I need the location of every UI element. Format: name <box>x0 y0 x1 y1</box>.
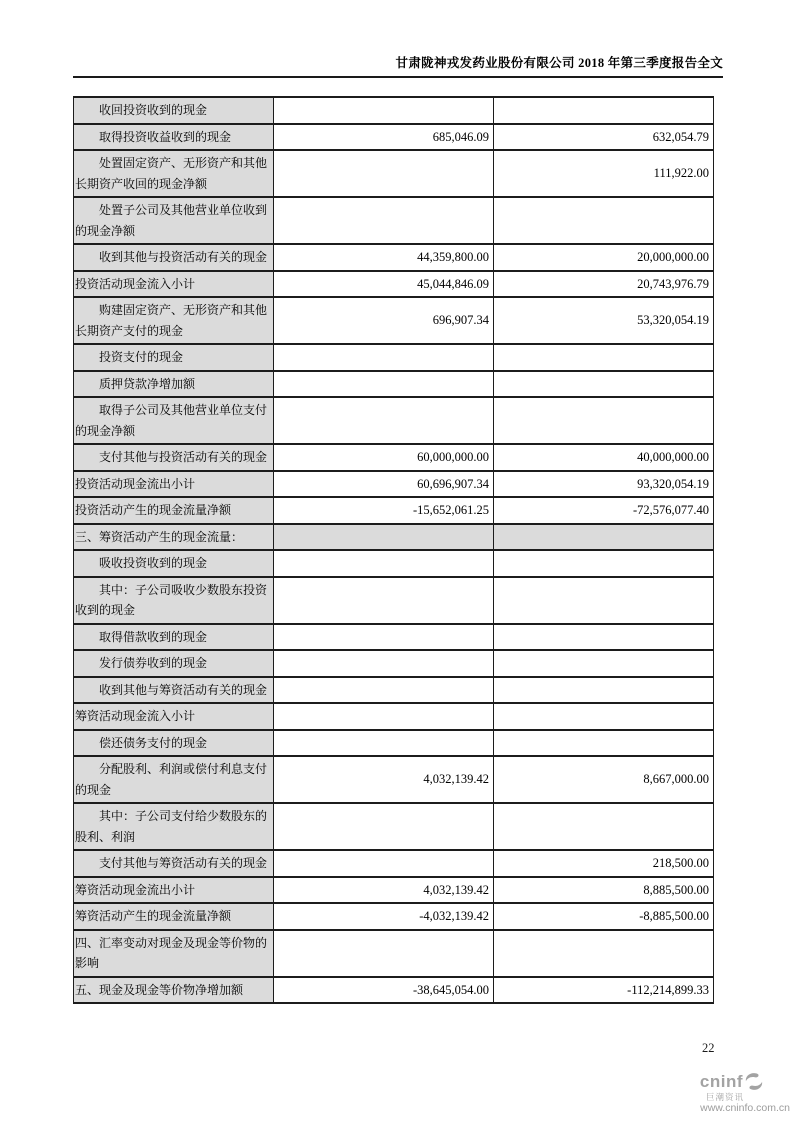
row-value-prior-period: -72,576,077.40 <box>494 497 714 524</box>
row-label: 吸收投资收到的现金 <box>74 550 274 577</box>
row-value-current-period <box>274 371 494 398</box>
row-value-current-period: 685,046.09 <box>274 124 494 151</box>
row-value-current-period: 45,044,846.09 <box>274 271 494 298</box>
row-label: 其中：子公司吸收少数股东投资收到的现金 <box>74 577 274 624</box>
table-row <box>74 397 714 444</box>
row-label: 五、现金及现金等价物净增加额 <box>74 977 274 1004</box>
row-value-prior-period <box>494 197 714 244</box>
row-value-current-period: 60,696,907.34 <box>274 471 494 498</box>
row-label: 取得子公司及其他营业单位支付的现金净额 <box>74 397 274 444</box>
row-value-current-period: -38,645,054.00 <box>274 977 494 1004</box>
row-value-current-period: 4,032,139.42 <box>274 877 494 904</box>
row-value-prior-period <box>494 344 714 371</box>
row-label: 处置固定资产、无形资产和其他长期资产收回的现金净额 <box>74 150 274 197</box>
row-label: 筹资活动现金流出小计 <box>74 877 274 904</box>
table-row <box>74 977 714 1004</box>
row-value-prior-period <box>494 930 714 977</box>
row-label: 取得借款收到的现金 <box>74 624 274 651</box>
swirl-icon <box>744 1072 764 1091</box>
row-label: 偿还债务支付的现金 <box>74 730 274 757</box>
table-row <box>74 577 714 624</box>
row-value-prior-period <box>494 703 714 730</box>
row-value-prior-period: 20,000,000.00 <box>494 244 714 271</box>
cninfo-brand <box>640 1072 764 1092</box>
table-row <box>74 271 714 298</box>
row-value-prior-period <box>494 371 714 398</box>
cninfo-watermark <box>640 1072 790 1115</box>
row-value-current-period: -15,652,061.25 <box>274 497 494 524</box>
table-row <box>74 524 714 551</box>
table-row <box>74 471 714 498</box>
row-value-current-period <box>274 624 494 651</box>
row-value-current-period <box>274 730 494 757</box>
table-row <box>74 550 714 577</box>
row-value-current-period <box>274 197 494 244</box>
row-label: 发行债券收到的现金 <box>74 650 274 677</box>
cninfo-brand-chinese: 巨潮资讯 <box>705 1091 744 1102</box>
row-value-current-period: 60,000,000.00 <box>274 444 494 471</box>
table-row <box>74 124 714 151</box>
table-row <box>74 197 714 244</box>
row-value-prior-period: 8,667,000.00 <box>494 756 714 803</box>
row-value-prior-period <box>494 677 714 704</box>
table-row <box>74 371 714 398</box>
table-row <box>74 850 714 877</box>
table-row <box>74 297 714 344</box>
row-value-current-period <box>274 344 494 371</box>
table-row <box>74 803 714 850</box>
row-label: 收到其他与筹资活动有关的现金 <box>74 677 274 704</box>
row-value-prior-period <box>494 97 714 124</box>
row-label: 收回投资收到的现金 <box>74 97 274 124</box>
row-label: 处置子公司及其他营业单位收到的现金净额 <box>74 197 274 244</box>
report-header-title: 甘肃陇神戎发药业股份有限公司 2018 年第三季度报告全文 <box>73 53 723 78</box>
row-label: 质押贷款净增加额 <box>74 371 274 398</box>
row-value-prior-period: 218,500.00 <box>494 850 714 877</box>
cash-flow-table-body <box>74 97 714 1003</box>
table-row <box>74 677 714 704</box>
row-value-current-period <box>274 150 494 197</box>
row-value-prior-period <box>494 730 714 757</box>
table-row <box>74 244 714 271</box>
row-value-prior-period: 111,922.00 <box>494 150 714 197</box>
row-value-current-period <box>274 803 494 850</box>
row-value-prior-period <box>494 524 714 551</box>
table-row <box>74 877 714 904</box>
row-value-prior-period <box>494 803 714 850</box>
row-label: 三、筹资活动产生的现金流量： <box>74 524 274 551</box>
row-value-current-period <box>274 97 494 124</box>
row-value-prior-period: 632,054.79 <box>494 124 714 151</box>
row-value-prior-period: -112,214,899.33 <box>494 977 714 1004</box>
row-label: 其中：子公司支付给少数股东的股利、利润 <box>74 803 274 850</box>
row-value-prior-period: 93,320,054.19 <box>494 471 714 498</box>
row-value-prior-period: -8,885,500.00 <box>494 903 714 930</box>
row-label: 投资支付的现金 <box>74 344 274 371</box>
row-value-prior-period <box>494 624 714 651</box>
table-row <box>74 624 714 651</box>
row-label: 四、汇率变动对现金及现金等价物的影响 <box>74 930 274 977</box>
table-row <box>74 444 714 471</box>
row-label: 投资活动产生的现金流量净额 <box>74 497 274 524</box>
row-value-current-period <box>274 930 494 977</box>
row-label: 筹资活动产生的现金流量净额 <box>74 903 274 930</box>
row-label: 投资活动现金流入小计 <box>74 271 274 298</box>
table-row <box>74 150 714 197</box>
row-value-current-period <box>274 703 494 730</box>
row-value-current-period <box>274 850 494 877</box>
row-label: 收到其他与投资活动有关的现金 <box>74 244 274 271</box>
row-value-current-period: 4,032,139.42 <box>274 756 494 803</box>
row-value-current-period <box>274 524 494 551</box>
row-value-current-period <box>274 677 494 704</box>
row-value-current-period: 44,359,800.00 <box>274 244 494 271</box>
row-label: 支付其他与筹资活动有关的现金 <box>74 850 274 877</box>
cninfo-url: www.cninfo.com.cn <box>700 1102 790 1115</box>
row-label: 取得投资收益收到的现金 <box>74 124 274 151</box>
cash-flow-table <box>73 96 714 1004</box>
row-value-current-period <box>274 650 494 677</box>
row-value-prior-period: 40,000,000.00 <box>494 444 714 471</box>
row-value-current-period: -4,032,139.42 <box>274 903 494 930</box>
table-row <box>74 97 714 124</box>
row-value-prior-period <box>494 650 714 677</box>
row-value-prior-period: 20,743,976.79 <box>494 271 714 298</box>
row-value-prior-period <box>494 550 714 577</box>
table-row <box>74 344 714 371</box>
row-label: 支付其他与投资活动有关的现金 <box>74 444 274 471</box>
row-label: 分配股利、利润或偿付利息支付的现金 <box>74 756 274 803</box>
row-value-current-period: 696,907.34 <box>274 297 494 344</box>
row-value-prior-period: 8,885,500.00 <box>494 877 714 904</box>
table-row <box>74 497 714 524</box>
table-row <box>74 703 714 730</box>
page-number: 22 <box>702 1041 715 1055</box>
table-row <box>74 930 714 977</box>
row-value-current-period <box>274 550 494 577</box>
row-label: 筹资活动现金流入小计 <box>74 703 274 730</box>
table-row <box>74 756 714 803</box>
row-value-prior-period <box>494 397 714 444</box>
table-row <box>74 903 714 930</box>
row-value-current-period <box>274 397 494 444</box>
row-value-current-period <box>274 577 494 624</box>
row-label: 投资活动现金流出小计 <box>74 471 274 498</box>
cninfo-brand-text: cninf <box>699 1072 743 1091</box>
table-row <box>74 650 714 677</box>
row-value-prior-period: 53,320,054.19 <box>494 297 714 344</box>
row-label: 购建固定资产、无形资产和其他长期资产支付的现金 <box>74 297 274 344</box>
row-value-prior-period <box>494 577 714 624</box>
table-row <box>74 730 714 757</box>
